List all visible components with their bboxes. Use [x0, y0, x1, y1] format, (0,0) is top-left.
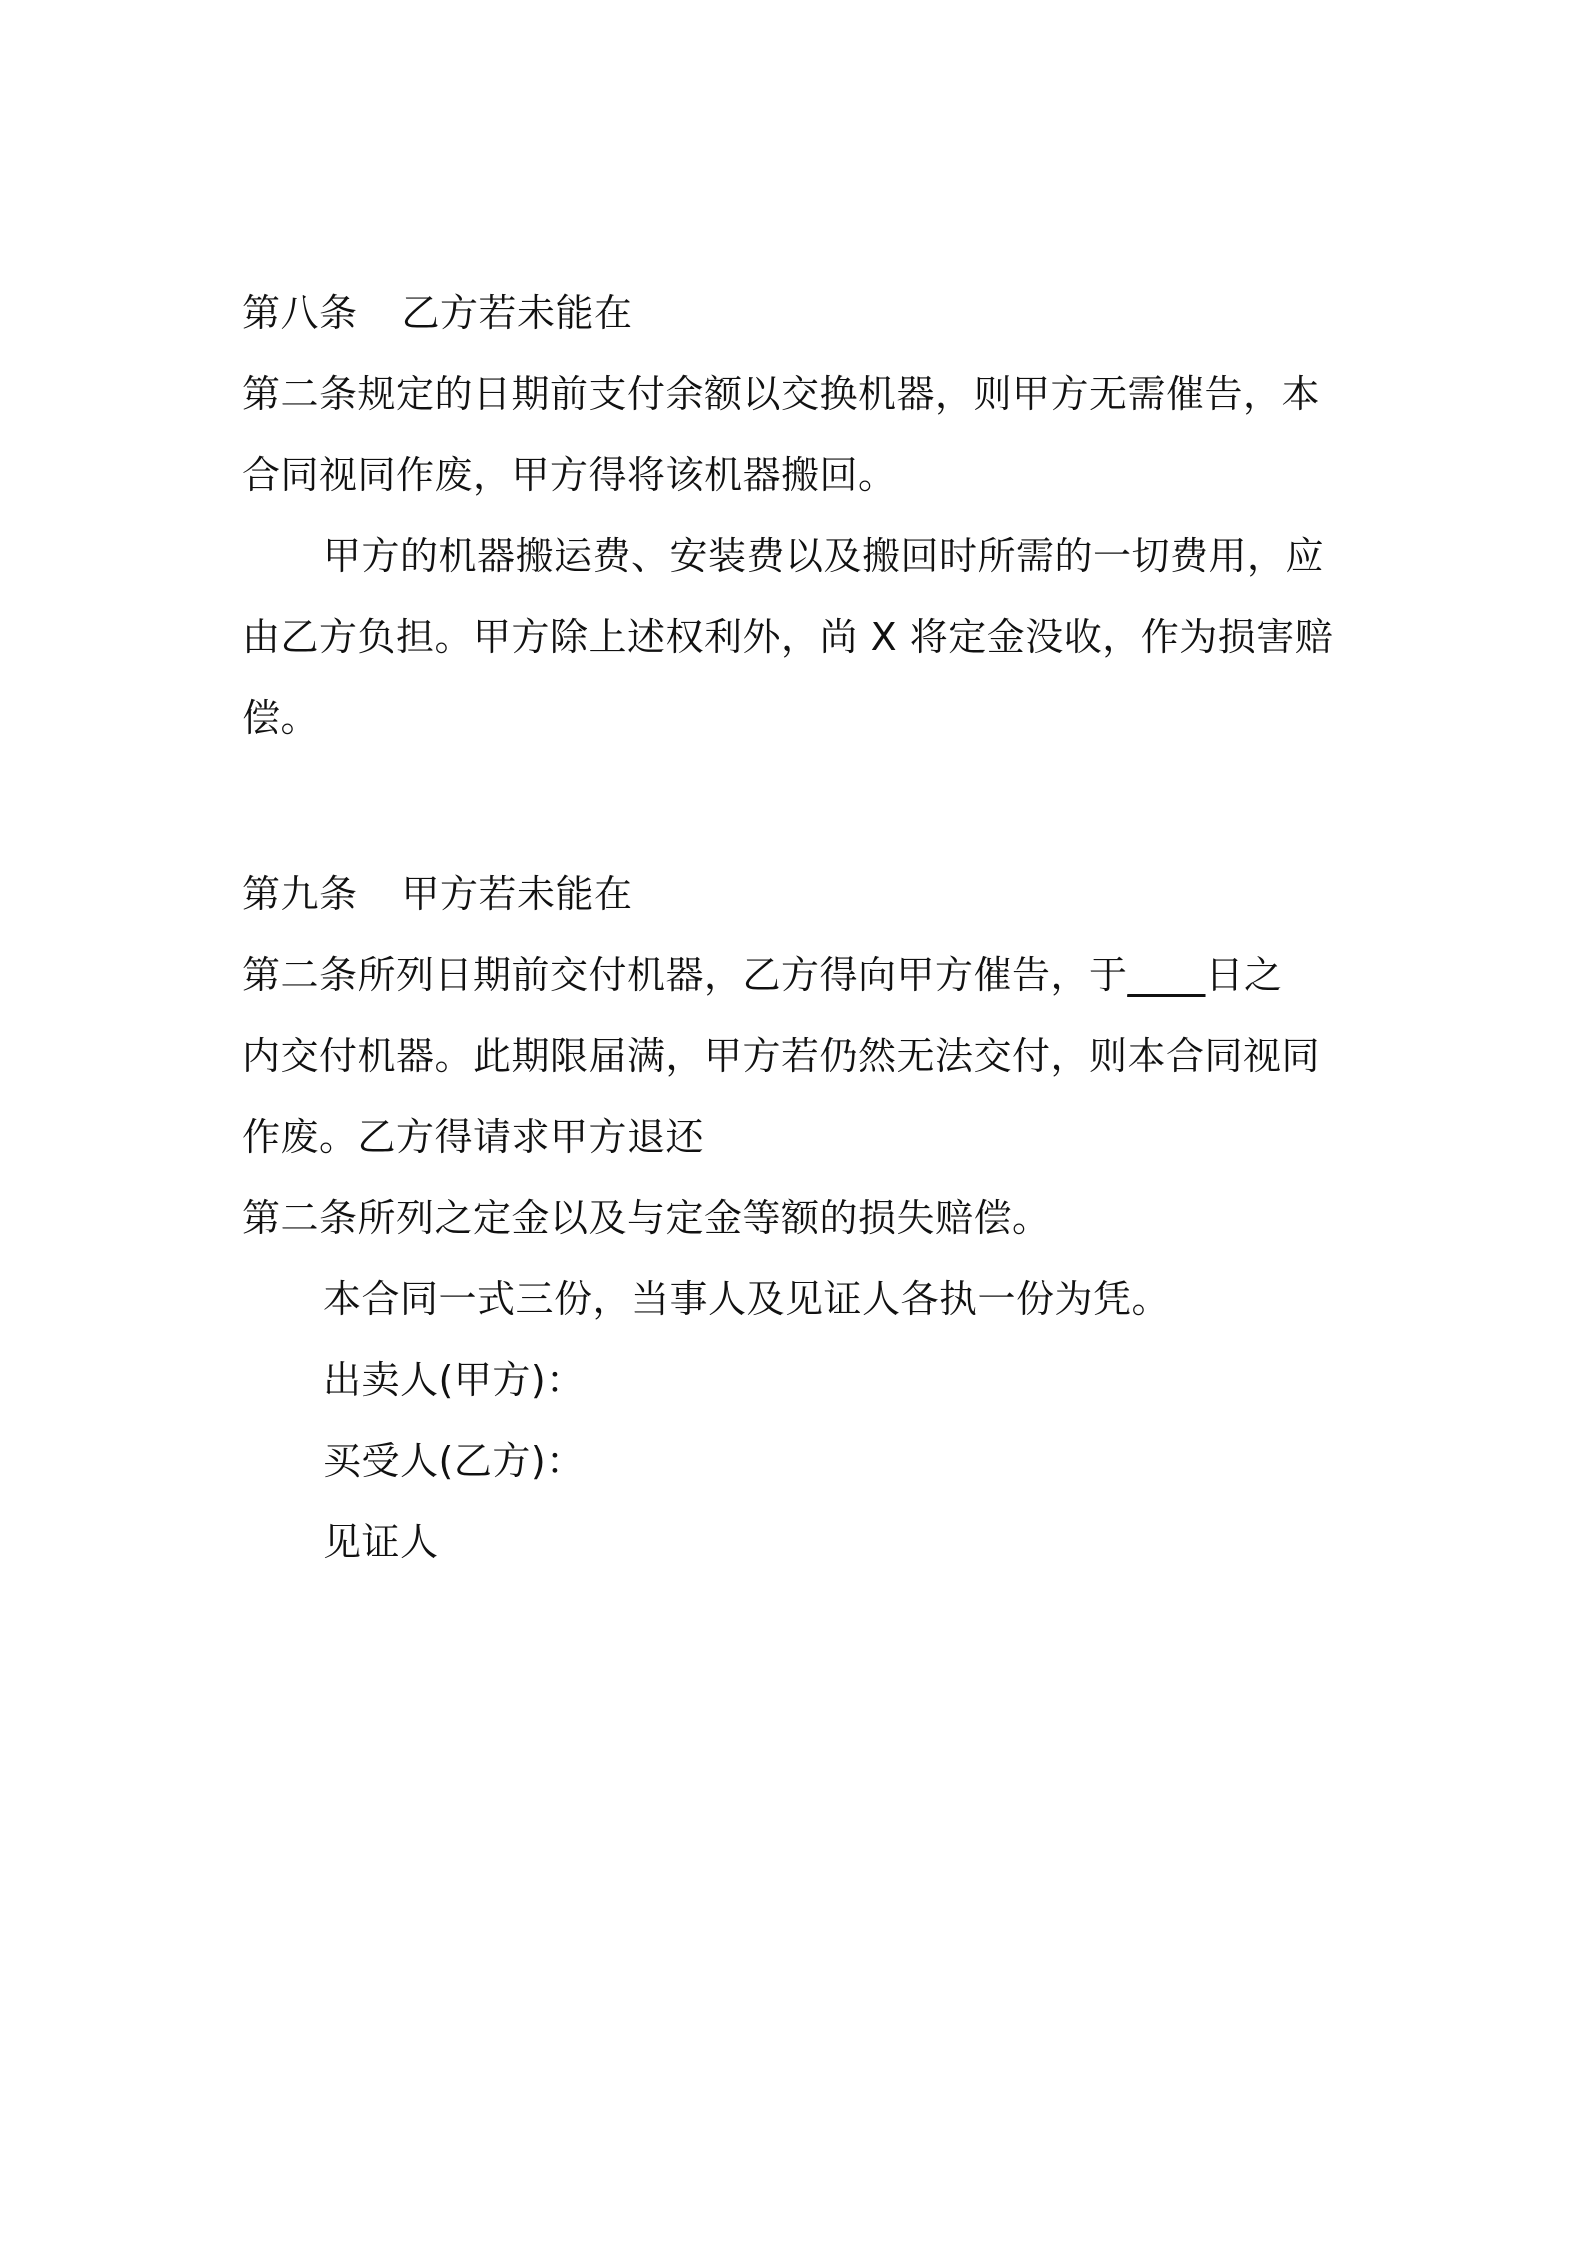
- article-8-heading: [242, 289, 1362, 337]
- article-8-line-1: 第二条规定的日期前支付余额以交换机器，则甲方无需催告，本: [242, 372, 1321, 416]
- article-9-line-1-before: 第二条所列日期前交付机器，乙方得向甲方催告，于: [242, 953, 1128, 997]
- article-8-para2-line-3: 偿。: [242, 696, 320, 740]
- seller-signature-label: 出卖人(甲方)：: [323, 1358, 585, 1402]
- article-9-line-3: 作废。乙方得请求甲方退还: [242, 1115, 705, 1159]
- article-9-number: 第九条: [242, 872, 358, 916]
- article-8-line-2: 合同视同作废，甲方得将该机器搬回。: [242, 453, 897, 497]
- days-blank: ____: [1127, 953, 1206, 997]
- article-9-line-4: 第二条所列之定金以及与定金等额的损失赔偿。: [242, 1196, 1051, 1240]
- article-8-number: 第八条: [242, 291, 358, 335]
- article-9-line-1: [242, 951, 1362, 999]
- article-8-para2-line-2: 由乙方负担。甲方除上述权利外，尚 X 将定金没收，作为损害赔: [242, 615, 1334, 659]
- buyer-signature-label: 买受人(乙方)：: [323, 1439, 585, 1483]
- article-9-line-1-after: 日之: [1205, 953, 1283, 997]
- article-9-line-2: 内交付机器。此期限届满，甲方若仍然无法交付，则本合同视同: [242, 1034, 1321, 1078]
- article-8-heading-text: 乙方若未能在: [401, 291, 633, 335]
- copies-clause: 本合同一式三份，当事人及见证人各执一份为凭。: [323, 1277, 1171, 1321]
- article-9-heading-text: 甲方若未能在: [401, 872, 633, 916]
- witness-signature-label: 见证人: [323, 1520, 439, 1564]
- article-9-heading: [242, 870, 1362, 918]
- article-8-para2-line-1: 甲方的机器搬运费、安装费以及搬回时所需的一切费用，应: [323, 534, 1325, 578]
